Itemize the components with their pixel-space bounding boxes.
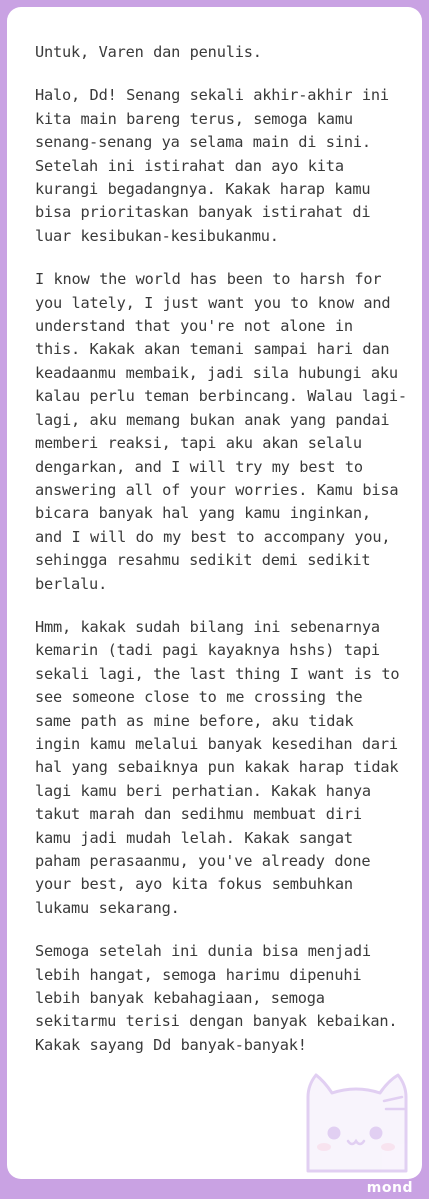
letter-greeting: Untuk, Varen dan penulis. xyxy=(35,43,262,61)
letter-card xyxy=(7,7,422,1179)
brand-watermark: mond xyxy=(366,1180,413,1196)
letter-paragraph-3: Hmm, kakak sudah bilang ini sebenarnya kemarin (tadi pagi kayaknya hshs) tapi sekali lagi, the last thing I want is to see someone close to me crossing the same path as mine before, aku tidak ingin kamu melalui banyak kesedihan dari hal yang sebaiknya pun kakak harap tidak lagi kamu beri perhatian. Kakak hanya takut marah dan sedihmu membuat diri kamu jadi mudah lelah. Kakak sangat paham perasaanmu, you've already done your best, ayo kita fokus sembuhkan lukamu sekarang. xyxy=(35,617,400,917)
cat-face-icon xyxy=(298,1067,416,1173)
letter-paragraph-1: Halo, Dd! Senang sekali akhir-akhir ini kita main bareng terus, semoga kamu senang-senang ya selama main di sini. Setelah ini istirahat dan ayo kita kurangi begadangnya. Kakak harap kamu bisa prioritaskan banyak istirahat di luar kesibukan-kesibukanmu. xyxy=(35,86,389,245)
letter-body xyxy=(35,41,407,1077)
letter-paragraph-2: I know the world has been to harsh for you lately, I just want you to know and understand that you're not alone in this. Kakak akan temani sampai hari dan keadaanmu membaik, jadi sila hubungi aku kalau perlu teman berbincang. Walau lagi-lagi, aku memang bukan anak yang pandai memberi reaksi, tapi aku akan selalu dengarkan, and I will try my best to answering all of your worries. Kamu bisa bicara banyak hal yang kamu inginkan, and I will do my best to accompany you, sehingga resahmu sedikit demi sedikit berlalu. xyxy=(35,270,407,593)
letter-paragraph-4: Semoga setelah ini dunia bisa menjadi lebih hangat, semoga harimu dipenuhi lebih banyak kebahagiaan, semoga sekitarmu terisi dengan banyak kebaikan. Kakak sayang Dd banyak-banyak! xyxy=(35,942,398,1054)
